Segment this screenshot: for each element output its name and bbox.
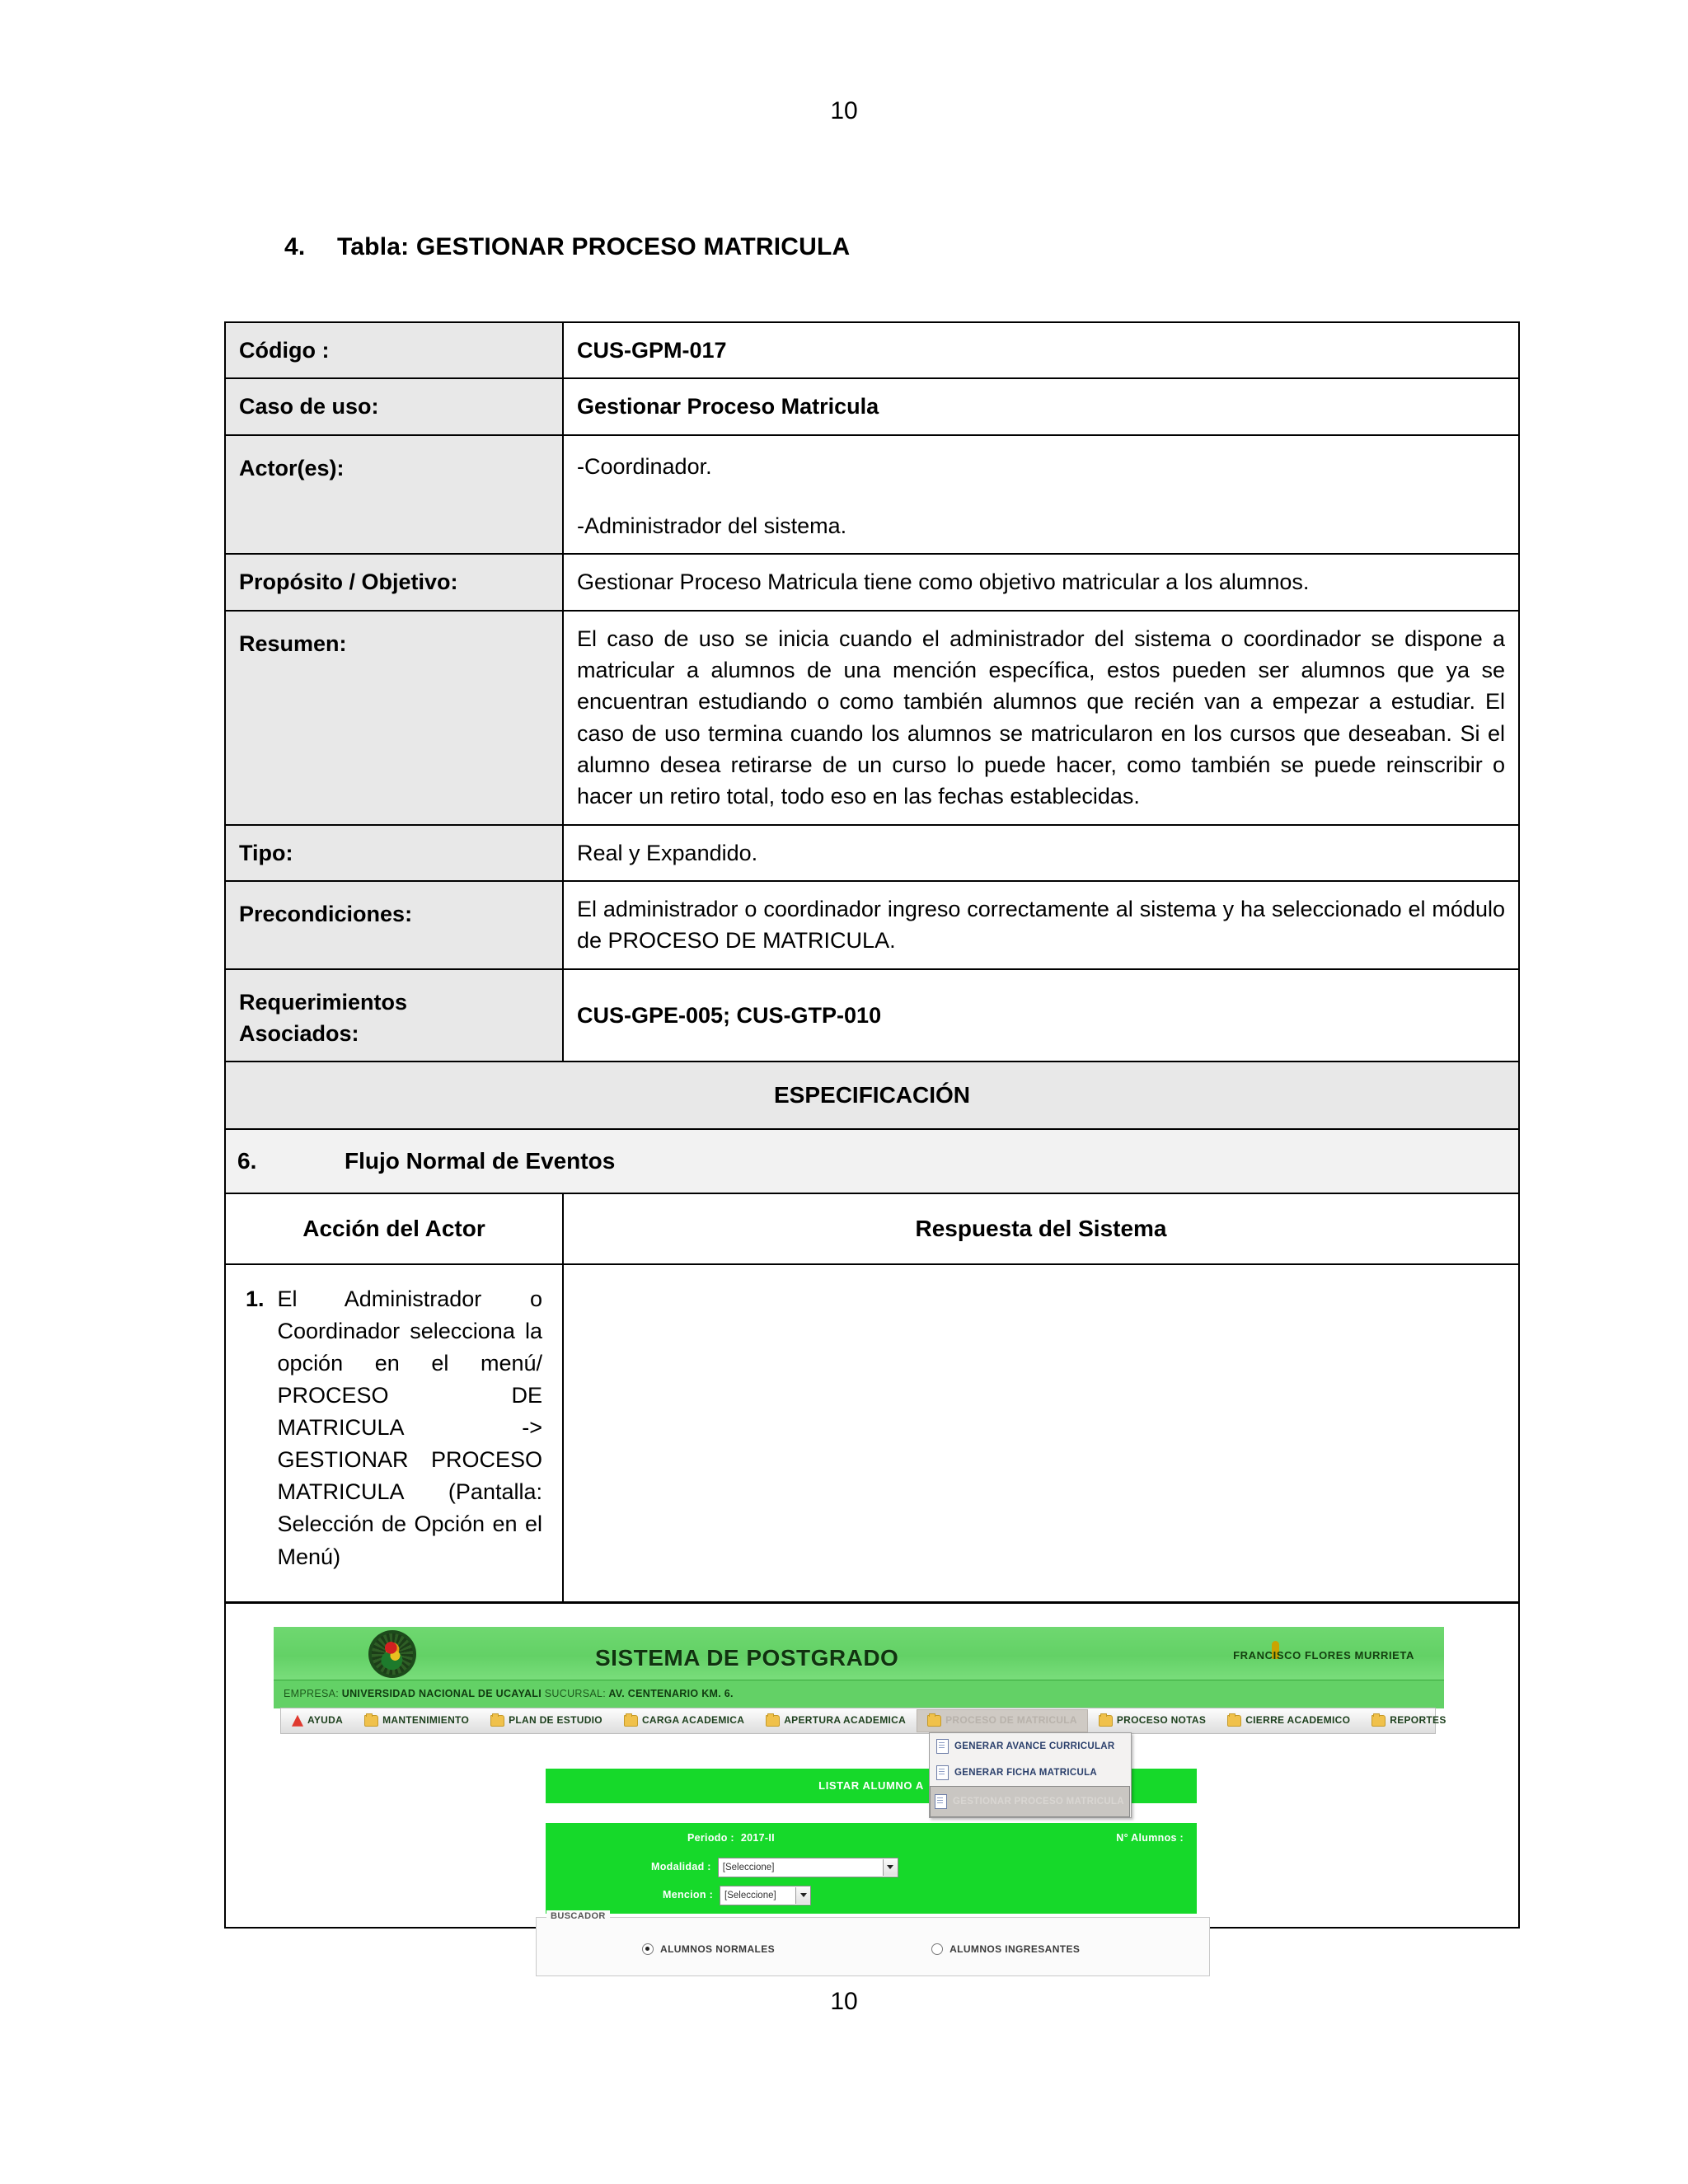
menu-item-reportes[interactable] — [1361, 1709, 1456, 1732]
table-row-column-headers — [225, 1193, 1519, 1264]
menu-item-label: APERTURA ACADEMICA — [784, 1714, 907, 1727]
chevron-down-icon — [883, 1859, 898, 1876]
table-row-flujo-normal — [225, 1129, 1519, 1193]
row-label-actores: Actor(es): — [225, 435, 563, 555]
mencion-select[interactable] — [720, 1886, 811, 1905]
radio-label: ALUMNOS INGRESANTES — [950, 1943, 1081, 1955]
row-label-caso-de-uso: Caso de uso: — [225, 378, 563, 434]
use-case-table — [224, 321, 1520, 1955]
row-value-codigo: CUS-GPM-017 — [563, 322, 1519, 378]
flujo-title: Flujo Normal de Eventos — [345, 1148, 616, 1174]
section-number: 4. — [284, 233, 306, 260]
row-value-caso-de-uso: Gestionar Proceso Matricula — [563, 378, 1519, 434]
menu-item-label: CIERRE ACADEMICO — [1245, 1714, 1351, 1727]
dropdown-item-generar-avance-curricular[interactable] — [930, 1733, 1131, 1760]
requerimientos-label-line2: Asociados: — [239, 1020, 359, 1046]
company-info — [284, 1687, 734, 1702]
table-row-step-1 — [225, 1264, 1519, 1603]
menu-item-plan-de-estudio[interactable] — [480, 1709, 613, 1732]
menu-item-cierre-academico[interactable] — [1217, 1709, 1361, 1732]
table-row-requerimientos — [225, 969, 1519, 1062]
especificacion-header: ESPECIFICACIÓN — [225, 1062, 1519, 1129]
periodo-label: Periodo : — [687, 1831, 734, 1844]
flujo-normal-header — [225, 1129, 1519, 1193]
branch-name: AV. CENTENARIO KM. 6. — [608, 1687, 734, 1699]
step-1 — [246, 1283, 542, 1573]
table-row-especificacion — [225, 1062, 1519, 1129]
app-screenshot-inner — [274, 1627, 1502, 1955]
section-title-text: Tabla: GESTIONAR PROCESO MATRICULA — [337, 233, 851, 260]
modalidad-label: Modalidad : — [651, 1860, 711, 1872]
form-row-periodo — [687, 1831, 775, 1846]
table-row-codigo — [225, 322, 1519, 378]
mencion-select-value: [Seleccione] — [724, 1890, 776, 1900]
row-label-requerimientos — [225, 969, 563, 1062]
row-value-requerimientos: CUS-GPE-005; CUS-GTP-010 — [563, 969, 1519, 1062]
menu-item-label: PROCESO NOTAS — [1116, 1714, 1207, 1727]
row-label-codigo: Código : — [225, 322, 563, 378]
company-name: UNIVERSIDAD NACIONAL DE UCAYALI — [341, 1687, 542, 1699]
step-1-system-cell — [563, 1264, 1519, 1603]
menu-item-label: REPORTES — [1390, 1714, 1447, 1727]
column-header-accion-actor: Acción del Actor — [225, 1193, 563, 1264]
branch-prefix: SUCURSAL: — [544, 1687, 607, 1699]
app-title: SISTEMA DE POSTGRADO — [595, 1644, 899, 1671]
menu-item-proceso-de-matricula[interactable] — [917, 1709, 1088, 1732]
menu-item-ayuda[interactable] — [281, 1709, 354, 1732]
app-screenshot — [226, 1604, 1518, 1955]
folder-icon — [364, 1715, 378, 1727]
step-1-actor-cell — [225, 1264, 563, 1603]
row-label-tipo: Tipo: — [225, 825, 563, 881]
banner-title: LISTAR ALUMNO A — [818, 1779, 924, 1792]
modalidad-select[interactable] — [718, 1858, 898, 1877]
mencion-label: Mencion : — [663, 1888, 714, 1900]
folder-icon — [624, 1715, 638, 1727]
dropdown-item-label: GESTIONAR PROCESO MATRICULA — [953, 1796, 1124, 1807]
chevron-down-icon — [795, 1887, 810, 1904]
buscador-radio-group — [642, 1943, 1080, 1957]
dropdown-item-gestionar-proceso-matricula[interactable] — [930, 1786, 1130, 1817]
radio-icon[interactable] — [931, 1943, 943, 1955]
row-value-tipo: Real y Expandido. — [563, 825, 1519, 881]
folder-icon — [1099, 1715, 1113, 1727]
radio-alumnos-normales[interactable] — [642, 1943, 775, 1957]
table-row-actores — [225, 435, 1519, 555]
embedded-screenshot-cell — [225, 1602, 1519, 1955]
menu-item-label: PLAN DE ESTUDIO — [509, 1714, 603, 1727]
table-row-resumen — [225, 611, 1519, 825]
app-menu-bar — [280, 1708, 1447, 1734]
menu-item-label: CARGA ACADEMICA — [641, 1714, 745, 1727]
periodo-value: 2017-II — [740, 1831, 775, 1844]
radio-label: ALUMNOS NORMALES — [660, 1943, 776, 1955]
step-1-number: 1. — [246, 1286, 265, 1311]
requerimientos-label-line1: Requerimientos — [239, 989, 408, 1015]
actor-line-coordinador: -Coordinador. — [577, 453, 712, 479]
buscador-legend: BUSCADOR — [546, 1910, 610, 1924]
university-logo-icon — [368, 1630, 416, 1678]
row-value-resumen: El caso de uso se inicia cuando el administrador del sistema o coordinador se dispone a matricular a alumnos de una mención específica, estos pueden ser alumnos que ya se encuentran estudiando o como también alumnos que recién van a empezar a estudiar. El caso de uso termina cuando los alumnos se matricularon en los cursos que deseaban. Si el alumno desea retirarse de un curso lo puede hacer, como también se puede reinscribir o hacer un retiro total, todo eso en las fechas establecidas. — [563, 611, 1519, 825]
page-title — [284, 233, 850, 261]
help-icon — [292, 1715, 303, 1727]
proceso-matricula-dropdown — [929, 1732, 1132, 1818]
app-user-name: FRANCISCO FLORES MURRIETA — [1233, 1648, 1414, 1661]
table-row-precondiciones — [225, 881, 1519, 969]
menu-item-apertura-academica[interactable] — [755, 1709, 917, 1732]
menu-item-label: AYUDA — [307, 1714, 344, 1727]
app-header-band — [274, 1627, 1444, 1680]
num-alumnos-label: N° Alumnos : — [1116, 1831, 1184, 1844]
menu-item-carga-academica[interactable] — [613, 1709, 755, 1732]
app-company-bar — [274, 1680, 1444, 1708]
modalidad-select-value: [Seleccione] — [722, 1862, 775, 1872]
table-row-caso-de-uso — [225, 378, 1519, 434]
folder-icon — [1227, 1715, 1241, 1727]
document-icon — [936, 1765, 949, 1780]
flujo-number: 6. — [237, 1148, 257, 1174]
menu-item-label: MANTENIMIENTO — [382, 1714, 470, 1727]
folder-icon — [766, 1715, 780, 1727]
page-number-bottom: 10 — [830, 1988, 858, 2015]
row-value-precondiciones: El administrador o coordinador ingreso correctamente al sistema y ha seleccionado el módulo de PROCESO DE MATRICULA. — [563, 881, 1519, 969]
matricula-form-panel — [546, 1823, 1197, 1914]
folder-icon — [927, 1715, 941, 1727]
row-value-proposito: Gestionar Proceso Matricula tiene como objetivo matricular a los alumnos. — [563, 554, 1519, 610]
radio-icon[interactable] — [642, 1943, 654, 1955]
dropdown-item-label: GENERAR AVANCE CURRICULAR — [954, 1741, 1115, 1751]
table-row-tipo — [225, 825, 1519, 881]
dropdown-item-label: GENERAR FICHA MATRICULA — [954, 1767, 1097, 1778]
column-header-respuesta-sistema: Respuesta del Sistema — [563, 1193, 1519, 1264]
form-row-modalidad — [651, 1858, 898, 1877]
table-row-proposito — [225, 554, 1519, 610]
step-1-text: El Administrador o Coordinador selecciona la opción en el menú/ PROCESO DE MATRICULA -> GESTIONAR PROCESO MATRICULA (Pantalla: Selección de Opción en el Menú) — [277, 1286, 542, 1569]
row-label-proposito: Propósito / Objetivo: — [225, 554, 563, 610]
form-row-mencion — [663, 1886, 811, 1905]
form-row-num-alumnos — [1116, 1831, 1184, 1846]
document-icon — [935, 1794, 947, 1809]
dropdown-item-generar-ficha-matricula[interactable] — [930, 1760, 1131, 1786]
folder-icon — [1372, 1715, 1386, 1727]
row-label-resumen: Resumen: — [225, 611, 563, 825]
page-number-top: 10 — [830, 97, 858, 124]
radio-alumnos-ingresantes[interactable] — [931, 1943, 1080, 1957]
menu-item-label: PROCESO DE MATRICULA — [945, 1714, 1077, 1727]
table-row-screenshot — [225, 1602, 1519, 1928]
document-icon — [936, 1739, 949, 1754]
actor-line-administrador: -Administrador del sistema. — [577, 513, 847, 538]
menu-item-mantenimiento[interactable] — [354, 1709, 480, 1732]
row-value-actores — [563, 435, 1519, 555]
buscador-fieldset — [536, 1910, 1210, 1976]
menu-item-proceso-notas[interactable] — [1088, 1709, 1217, 1732]
company-prefix: EMPRESA: — [284, 1687, 339, 1699]
row-label-precondiciones: Precondiciones: — [225, 881, 563, 969]
folder-icon — [490, 1715, 504, 1727]
